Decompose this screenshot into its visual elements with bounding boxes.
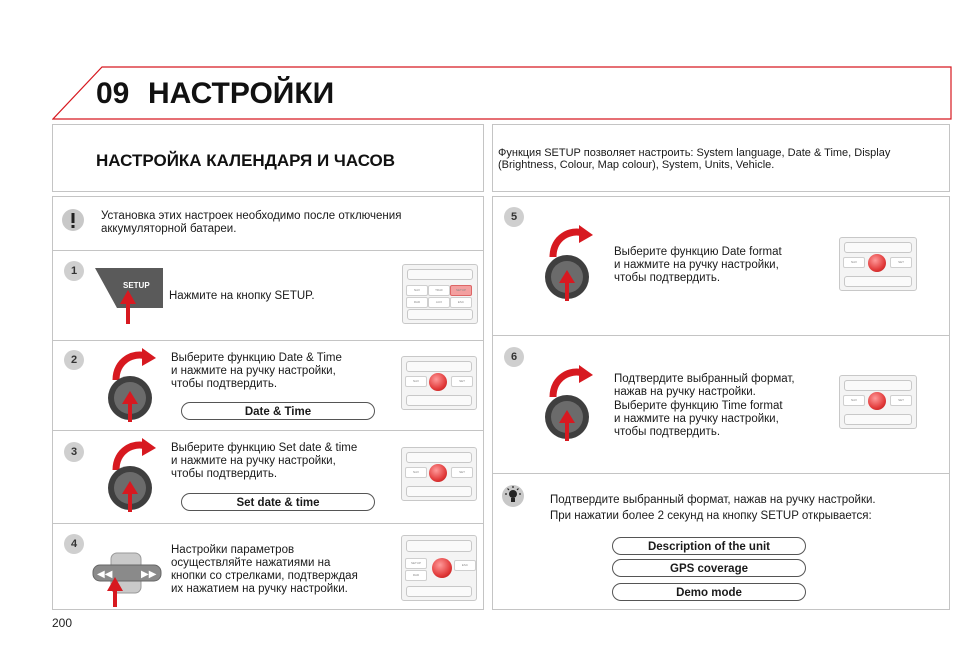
step-5-text: Выберите функцию Date format и нажмите на ручку настройки, чтобы подтвердить. bbox=[614, 246, 782, 284]
knob-icon bbox=[106, 346, 166, 422]
menu-item-date-time: Date & Time bbox=[181, 402, 375, 420]
step-4-text: Настройки параметров осуществляйте нажатиями на кнопки со стрелками, подтверждая их нажатием на ручку настройки. bbox=[171, 544, 358, 595]
knob-icon bbox=[106, 436, 166, 512]
step-2-text: Выберите функцию Date & Time и нажмите на ручку настройки, чтобы подтвердить. bbox=[171, 352, 342, 390]
menu-item-set-date-time: Set date & time bbox=[181, 493, 375, 511]
divider bbox=[53, 430, 483, 431]
menu-item-description-of-the-unit: Description of the unit bbox=[612, 537, 806, 555]
section-title-box bbox=[52, 124, 484, 192]
arrow-keys-icon bbox=[91, 551, 165, 607]
svg-text:▶▶: ▶▶ bbox=[141, 569, 157, 580]
warning-text: Установка этих настроек необходимо после отключения аккумуляторной батареи. bbox=[101, 210, 402, 235]
intro-text: Функция SETUP позволяет настроить: System language, Date & Time, Display (Brightness, Colour, Map colour), System, Units, Vehicle. bbox=[498, 147, 891, 171]
lightbulb-icon bbox=[498, 481, 528, 511]
menu-item-gps-coverage: GPS coverage bbox=[612, 559, 806, 577]
intro-box bbox=[492, 124, 950, 192]
right-column bbox=[492, 196, 950, 610]
divider bbox=[53, 250, 483, 251]
step-2-badge: 2 bbox=[64, 350, 84, 370]
setup-key-icon bbox=[93, 264, 163, 326]
radio-panel-step-1: NAV TRAF SETUP RAD AUX ESC bbox=[402, 264, 478, 324]
divider bbox=[53, 523, 483, 524]
step-4-badge: 4 bbox=[64, 534, 84, 554]
divider bbox=[53, 340, 483, 341]
radio-panel-step-5: NAV SET bbox=[839, 237, 917, 291]
chapter-number: 09 bbox=[96, 77, 130, 110]
radio-panel-step-4: SETUP RAD ESC bbox=[401, 535, 477, 601]
step-3-badge: 3 bbox=[64, 442, 84, 462]
step-1-text: Нажмите на кнопку SETUP. bbox=[169, 290, 315, 302]
radio-panel-step-6: NAV SET bbox=[839, 375, 917, 429]
step-6-text-time-format: Выберите функцию Time format и нажмите на ручку настройки, чтобы подтвердить. bbox=[614, 400, 783, 438]
knob-icon bbox=[543, 223, 603, 303]
step-5-badge: 5 bbox=[504, 207, 524, 227]
section-title: НАСТРОЙКА КАЛЕНДАРЯ И ЧАСОВ bbox=[96, 151, 396, 170]
radio-panel-step-2: NAV SET bbox=[401, 356, 477, 410]
step-1-badge: 1 bbox=[64, 261, 84, 281]
divider bbox=[493, 335, 949, 336]
step-3-text: Выберите функцию Set date & time и нажмите на ручку настройки, чтобы подтвердить. bbox=[171, 442, 358, 480]
chapter-title: НАСТРОЙКИ bbox=[148, 77, 335, 110]
step-6-badge: 6 bbox=[504, 347, 524, 367]
exclamation-icon bbox=[58, 205, 88, 235]
page-number: 200 bbox=[52, 616, 73, 630]
tip-line-1: Подтвердите выбранный формат, нажав на ручку настройки. bbox=[550, 494, 876, 506]
svg-text:◀◀: ◀◀ bbox=[97, 569, 113, 580]
step-6-text-confirm: Подтвердите выбранный формат, нажав на ручку настройки. bbox=[614, 373, 795, 398]
rotate-arrow-icon bbox=[553, 372, 583, 397]
knob-icon bbox=[543, 363, 603, 443]
menu-item-demo-mode: Demo mode bbox=[612, 583, 806, 601]
left-column bbox=[52, 196, 484, 610]
divider bbox=[493, 473, 949, 474]
rotate-arrow-icon bbox=[553, 232, 583, 257]
setup-key-label: SETUP bbox=[123, 281, 150, 290]
tip-line-2: При нажатии более 2 секунд на кнопку SETUP открывается: bbox=[550, 510, 872, 522]
radio-panel-step-3: NAV SET bbox=[401, 447, 477, 501]
